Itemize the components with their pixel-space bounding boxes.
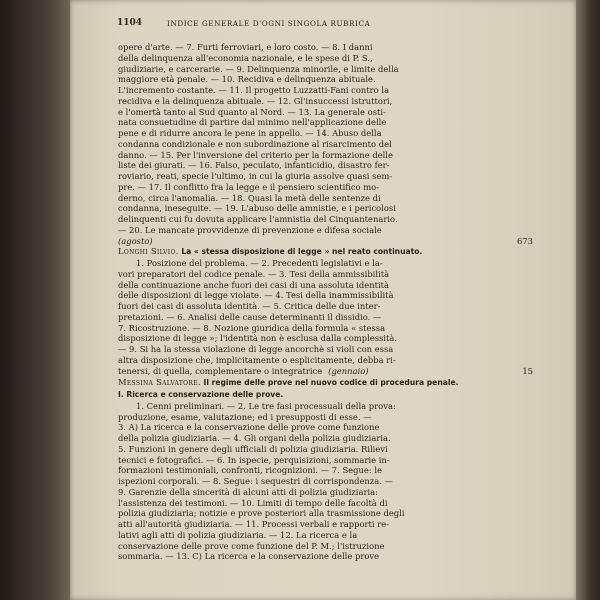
entry-line: della polizia giudiziaria. — 4. Gli organi della polizia giudiziaria. xyxy=(118,433,391,443)
entry-line: nata consuetudine di partire dal minimo nell'applicazione delle xyxy=(118,117,387,128)
entry-line: sommaria. — 13. C) La ricerca e la conservazione delle prove xyxy=(118,551,380,562)
entry-line: altra disposizione che, implicitamente o esplicitamente, debba ri- xyxy=(118,354,396,365)
entry-line: atti all'autorità giudiziaria. — 11. Processi verbali e rapporti re- xyxy=(118,519,389,529)
entry-line: 1. Posizione del problema. — 2. Precedenti legislativi e la- xyxy=(136,258,383,268)
entry-line: polizia giudiziaria; notizie e prove posteriori alla trasmissione degli xyxy=(118,508,405,519)
entry-heading xyxy=(118,377,533,389)
entry-line: opere d'arte. — 7. Furti ferroviari, e loro costo. — 8. I danni xyxy=(118,42,373,52)
page-edge-shadow xyxy=(576,0,600,600)
entry-line: derno, circa l'anomalia. — 18. Quasi la metà delle sentenze di xyxy=(118,192,381,203)
entry-line: L'incremento costante. — 11. Il progetto Luzzatti-Fani contro la xyxy=(118,85,390,95)
entry-line: — 9. Si ha la stessa violazione di legge ancorchè si violi con essa xyxy=(118,344,394,354)
entry-line: pre. — 17. Il conflitto fra la legge e il pensiero scientifico mo- xyxy=(118,181,380,192)
entry-line: — 20. Le mancate provvidenze di prevenzione e difesa sociale xyxy=(118,224,382,235)
entry-line: recidiva e la delinquenza abituale. — 12. Gl'insuccessi istruttori, xyxy=(118,95,393,106)
entry-line: della continuazione anche fuori dei casi di una assoluta identità xyxy=(118,279,390,290)
author-name: Messina Salvatore. xyxy=(118,377,201,388)
entry-line: roviario, reati, specie l'ultimo, in cui la giuria assolve quasi sem- xyxy=(118,171,393,181)
entry-line: produzione, esame, valutazione; ed i presupposti di esse. — xyxy=(118,411,372,422)
entry-line: delinquenti cui fu dovuta applicare l'amnistia del Cinquantenario. xyxy=(118,214,398,224)
entry-line: 5. Funzioni in genere degli ufficiali di polizia giudiziaria. Rilievi xyxy=(118,443,388,454)
index-entry xyxy=(118,258,533,376)
running-title: INDICE GENERALE D'OGNI SINGOLA RUBRICA xyxy=(167,19,371,28)
entry-line: lativi agli atti di polizia giudiziaria. — 12. La ricerca e la xyxy=(118,529,358,540)
entry-line: maggiore età penale. — 10. Recidiva e delinquenza abituale. xyxy=(118,74,376,85)
entry-line: pene e di ridurre ancora le pene in appello. — 14. Abuso della xyxy=(118,128,382,138)
book-gutter xyxy=(0,0,70,600)
author-name: Longhi Silvio. xyxy=(118,246,179,257)
entry-line: liste dei giurati. — 16. Falso, peculato, infanticidio, disastro fer- xyxy=(118,160,390,171)
entry-line: conservazione delle prove come funzione del P. M.; l'istruzione xyxy=(118,540,385,551)
entry-line: tecnici e fotografici. — 6. In ispecie, perquisizioni, sommarie in- xyxy=(118,454,390,465)
index-entry xyxy=(118,42,533,236)
entry-line: l'assistenza dei testimoni. — 10. Limiti di tempo delle facoltà di xyxy=(118,497,388,508)
page-header xyxy=(117,18,537,32)
entry-line: della delinquenza all'economia nazionale, e le spese di P. S., xyxy=(118,52,373,63)
entry-line: vori preparatori del codice penale. — 3. Tesi della ammissibilità xyxy=(118,268,390,279)
entry-line: danno. — 15. Per l'inversione del criterio per la formazione delle xyxy=(118,149,393,160)
entry-line: formazioni testimoniali, confronti, ricognizioni. — 7. Segue: le xyxy=(118,465,382,476)
entry-line: 1. Cenni preliminari. — 2. Le tre fasi processuali della prova: xyxy=(136,400,396,411)
entry-line: ispezioni corporali. — 8. Segue: i sequestri di corrispondenza. — xyxy=(118,476,393,486)
entry-heading xyxy=(118,246,533,258)
entry-footer xyxy=(118,236,533,247)
article-subtitle xyxy=(118,389,533,401)
entry-line xyxy=(118,366,533,377)
entry-line-text: tenersi, di quella, complementare o integratrice xyxy=(118,365,323,376)
entry-line: e l'omertà tanto al Sud quanto al Nord. — 13. La generale osti- xyxy=(118,106,386,117)
index-text xyxy=(118,42,533,562)
entry-line: pretazioni. — 6. Analisi delle cause determinanti il dissidio. — xyxy=(118,311,382,322)
article-title: La « stessa disposizione di legge » nel reato continuato. xyxy=(181,247,423,257)
page-reference: 673 xyxy=(517,235,533,246)
entry-date: (gennaio) xyxy=(328,365,369,376)
entry-line: fuori dei casi di assoluta identità. — 5. Critica delle due inter- xyxy=(118,301,381,311)
entry-line: 7. Ricostruzione. — 8. Nozione giuridica della formula « stessa xyxy=(118,322,386,333)
entry-line: 3. A) La ricerca e la conservazione delle prove come funzione xyxy=(118,422,380,433)
entry-date: (agosto) xyxy=(118,235,153,246)
entry-line: giudiziarie, e carcerarie. — 9. Delinquenza minorile, e limite della xyxy=(118,63,399,74)
entry-line: delle disposizioni di legge violate. — 4. Tesi della inammissibilità xyxy=(118,290,394,301)
entry-line: condanna, ineseguite. — 19. L'abuso delle amnistie, e i pericolosi xyxy=(118,203,396,214)
subtitle-text: I. Ricerca e conservazione delle prove. xyxy=(118,390,284,399)
entry-line: condanna condizionale e non subordinazione al risarcimento del xyxy=(118,138,392,149)
article-title: Il regime delle prove nel nuovo codice di procedura penale. xyxy=(203,378,459,388)
page-reference: 15 xyxy=(522,365,533,376)
entry-line: disposizione di legge »; l'identità non è esclusa dalla complessità. xyxy=(118,333,397,344)
page-number: 1104 xyxy=(117,18,143,28)
index-entry xyxy=(118,401,533,562)
entry-line: 9. Garenzie della sincerità di alcuni atti di polizia giudiziaria: xyxy=(118,486,378,497)
